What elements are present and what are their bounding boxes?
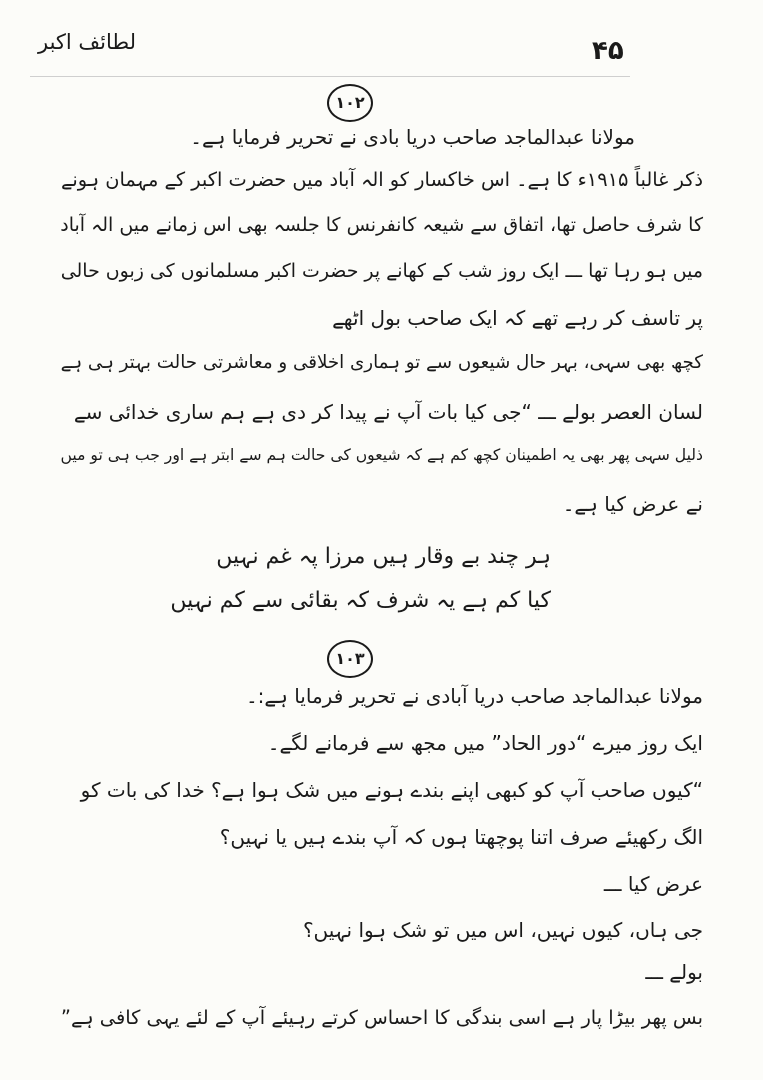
page-number: ۴۵ <box>592 36 624 66</box>
paragraph-line: جی ہاں، کیوں نہیں، اس میں تو شک ہوا نہیں؟ <box>302 918 703 942</box>
paragraph-line: ذلیل سہی پھر بھی یہ اطمینان کچھ کم ہے کہ شیعوں کی حالت ہم سے ابتر ہے اور جب ہی تو میں <box>60 446 703 464</box>
couplet-line: کیا کم ہے یہ شرف کہ بقائی سے کم نہیں <box>170 588 551 613</box>
paragraph-line: ایک روز میرے “دور الحاد” میں مجھ سے فرمانے لگے۔ <box>267 731 703 755</box>
paragraph-line: بس پھر بیڑا پار ہے اسی بندگی کا احساس کرتے رہیئے آپ کے لئے یہی کافی ہے” <box>60 1006 703 1029</box>
anecdote-number-badge: ۱۰۳ <box>327 640 373 678</box>
anecdote-number-badge: ۱۰۲ <box>327 84 373 122</box>
paragraph-line: “کیوں صاحب آپ کو کبھی اپنے بندے ہونے میں شک ہوا ہے؟ خدا کی بات کو <box>80 778 703 802</box>
paragraph-line: عرض کیا ـــ <box>603 872 703 896</box>
couplet-line: ہر چند بے وقار ہیں مرزا پہ غم نہیں <box>216 544 551 569</box>
paragraph-line: مولانا عبدالماجد صاحب دریا آبادی نے تحریر فرمایا ہے:۔ <box>245 684 703 708</box>
paragraph-line: کا شرف حاصل تھا، اتفاق سے شیعہ کانفرنس کا جلسہ بھی اس زمانے میں الہ آباد <box>60 214 703 236</box>
header-divider <box>30 76 630 77</box>
paragraph-line: نے عرض کیا ہے۔ <box>562 492 703 516</box>
paragraph-line: لسان العصر بولے ـــ “جی کیا بات آپ نے پیدا کر دی ہے ہم ساری خدائی سے <box>73 400 703 424</box>
paragraph-line: مولانا عبدالماجد صاحب دریا بادی نے تحریر فرمایا ہے۔ <box>190 125 635 149</box>
paragraph-line: بولے ـــ <box>645 960 703 984</box>
paragraph-line: پر تاسف کر رہے تھے کہ ایک صاحب بول اٹھے <box>332 306 703 330</box>
running-header-title: لطائف اکبر <box>38 30 137 54</box>
paragraph-line: میں ہو رہا تھا ـــ ایک روز شب کے کھانے پر حضرت اکبر مسلمانوں کی زبوں حالی <box>60 260 703 282</box>
paragraph-line: الگ رکھیئے صرف اتنا پوچھتا ہوں کہ آپ بندے ہیں یا نہیں؟ <box>219 825 703 849</box>
paragraph-line: کچھ بھی سہی، بہر حال شیعوں سے تو ہماری اخلاقی و معاشرتی حالت بہتر ہی ہے <box>60 352 703 373</box>
paragraph-line: ذکر غالباً ۱۹۱۵ء کا ہے۔ اس خاکسار کو الہ آباد میں حضرت اکبر کے مہمان ہونے <box>61 168 703 191</box>
